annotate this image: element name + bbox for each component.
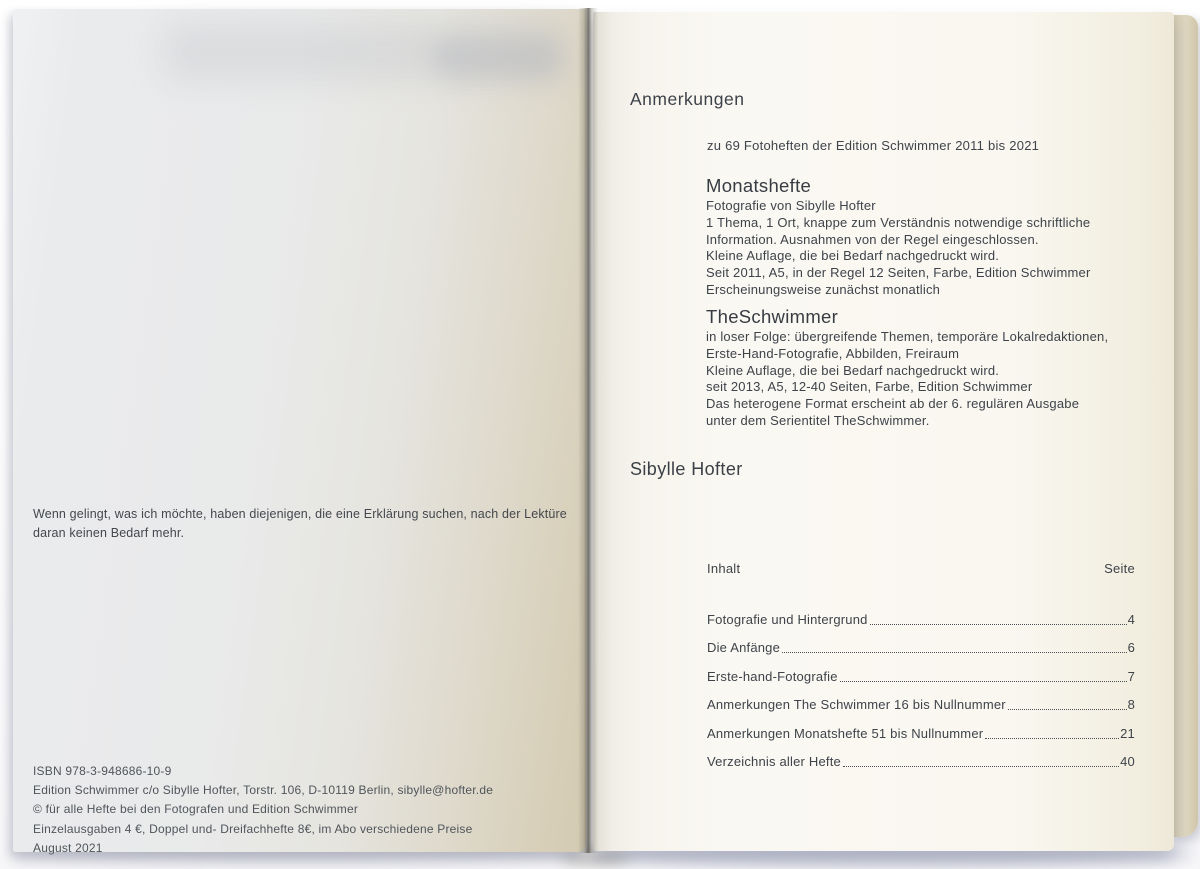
imprint-isbn: ISBN 978-3-948686-10-9 [33,764,172,778]
section-heading-monatshefte: Monatshefte [706,175,812,196]
imprint-publisher-address: Edition Schwimmer c/o Sibylle Hofter, Torstr. 106, D-10119 Berlin, sibylle@hofter.de [33,783,494,798]
toc-dot-leader [1008,709,1127,710]
imprint-block [33,762,493,858]
section-body-theschwimmer [706,329,1108,430]
cover-showthrough-blur-2 [433,37,563,79]
toc-entry-label: Die Anfänge [707,640,781,655]
toc-entry-page: 6 [1127,640,1135,655]
toc-page-column-label: Seite [1104,561,1135,576]
right-page [593,12,1174,851]
theschwimmer-line-3: Kleine Auflage, die bei Bedarf nachgedruckt wird. [706,362,1000,378]
theschwimmer-line-2: Erste-Hand-Fotografie, Abbilden, Freiraum [706,345,960,361]
quote-line-2: daran keinen Bedarf mehr. [33,525,185,540]
toc-dot-leader [985,738,1119,739]
toc-entry-page: 21 [1120,725,1135,741]
author-quote [33,505,567,542]
imprint-date: August 2021 [33,840,103,855]
toc-entry-page: 4 [1127,611,1135,627]
monatshefte-line-2: 1 Thema, 1 Ort, knappe zum Verständnis notwendige schriftliche [706,214,1091,230]
toc-items [707,599,1135,770]
toc-entry-label: Anmerkungen Monatshefte 51 bis Nullnummer [707,725,984,741]
theschwimmer-line-5: Das heterogene Format erscheint ab der 6. regulären Ausgabe [706,396,1080,412]
table-of-contents [707,561,1135,770]
monatshefte-line-1: Fotografie von Sibylle Hofter [706,198,876,213]
toc-entry-page: 7 [1127,668,1135,684]
monatshefte-line-4: Kleine Auflage, die bei Bedarf nachgedruckt wird. [706,248,1000,264]
toc-entry-label: Verzeichnis aller Hefte [707,754,841,769]
page-subtitle: zu 69 Fotoheften der Edition Schwimmer 2011 bis 2021 [707,138,1040,153]
section-body-monatshefte [706,198,1091,299]
toc-row [707,599,1135,628]
page-title: Anmerkungen [630,89,745,109]
toc-dot-leader [870,624,1127,625]
theschwimmer-line-1: in loser Folge: übergreifende Themen, temporäre Lokalredaktionen, [706,329,1109,344]
toc-entry-page: 8 [1127,697,1135,712]
toc-row [707,685,1135,714]
toc-row [707,656,1135,685]
left-page [13,9,586,855]
imprint-copyright: © für alle Hefte bei den Fotografen und Edition Schwimmer [33,802,359,817]
toc-dot-leader [782,652,1127,653]
author-name: Sibylle Hofter [630,459,743,479]
toc-entry-label: Anmerkungen The Schwimmer 16 bis Nullnummer [707,697,1006,712]
toc-heading: Inhalt [707,561,741,576]
toc-dot-leader [840,681,1127,682]
monatshefte-line-5: Seit 2011, A5, in der Regel 12 Seiten, Farbe, Edition Schwimmer [706,265,1091,281]
spine-floor-shadow [560,852,630,864]
imprint-prices: Einzelausgaben 4 €, Doppel und- Dreifachhefte 8€, im Abo verschiedene Preise [33,821,473,836]
monatshefte-line-3: Information. Ausnahmen von der Regel eingeschlossen. [706,231,1039,247]
toc-entry-page: 40 [1120,754,1135,769]
toc-row [707,628,1135,657]
toc-dot-leader [843,766,1119,767]
quote-line-1: Wenn gelingt, was ich möchte, haben diejenigen, die eine Erklärung suchen, nach der Lektüre [33,507,567,521]
toc-header [707,561,1135,576]
theschwimmer-line-6: unter dem Serientitel TheSchwimmer. [706,412,930,428]
toc-entry-label: Fotografie und Hintergrund [707,611,868,627]
theschwimmer-line-4: seit 2013, A5, 12-40 Seiten, Farbe, Edition Schwimmer [706,379,1033,395]
toc-row [707,713,1135,742]
toc-row [707,742,1135,771]
monatshefte-line-6: Erscheinungsweise zunächst monatlich [706,281,941,297]
toc-entry-label: Erste-hand-Fotografie [707,668,838,684]
section-heading-theschwimmer: TheSchwimmer [706,306,839,327]
